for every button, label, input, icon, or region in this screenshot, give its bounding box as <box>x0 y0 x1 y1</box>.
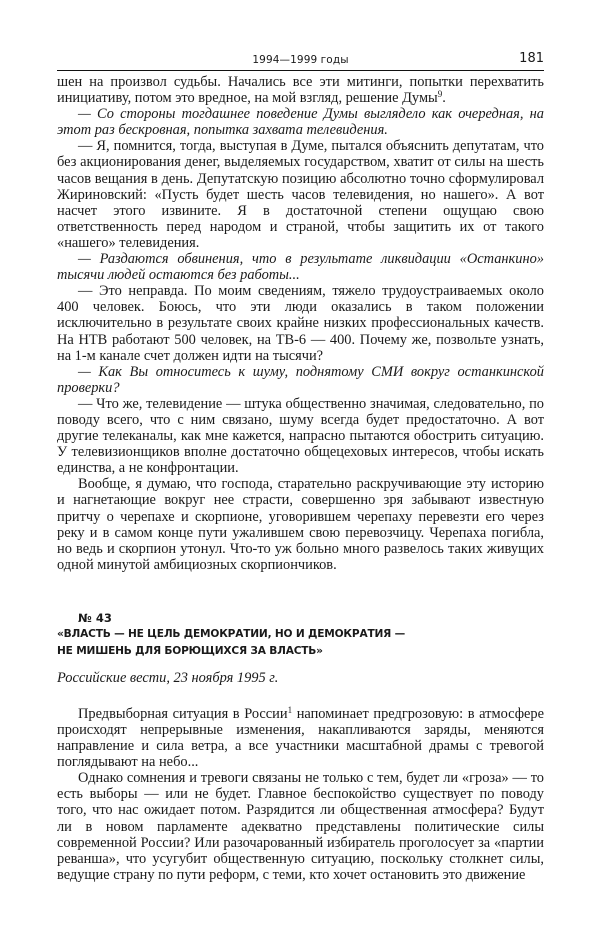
book-page <box>57 50 544 883</box>
interviewer-question: — Как Вы относитесь к шуму, поднятому СМИ вокруг останкинской проверки? <box>57 363 544 396</box>
paragraph-continued <box>57 74 544 106</box>
header-rule <box>57 70 544 71</box>
page-number: 181 <box>519 51 544 66</box>
document-title-line-2: НЕ МИШЕНЬ ДЛЯ БОРЮЩИХСЯ ЗА ВЛАСТЬ» <box>57 644 323 657</box>
document-number: № 43 <box>78 610 112 625</box>
interview-section <box>57 74 544 573</box>
article-paragraph: Однако сомнения и тревоги связаны не только с тем, будет ли «гроза» — то есть выборы — или не будет. Главное беспокойство существует по поводу того, что нас ожидает потом. Разрядится ли общественная атмосфера? Будут ли в новом парламенте адекватно представлены политические силы современной России? Или разочарованный избиратель проголосует за «партии реванша», что усугубит общественную ситуацию, поскольку столкнет силы, ведущие страну по пути реформ, с теми, кто хочет остановить это движение <box>57 770 544 883</box>
running-head <box>57 50 544 70</box>
article-paragraph <box>57 706 544 770</box>
paragraph-text: шен на произвол судьбы. Начались все эти митинги, попытки перехватить инициативу, потом это вредное, на мой взгляд, решение Думы <box>57 74 544 107</box>
document-heading <box>57 611 544 686</box>
interviewer-question: — Со стороны тогдашнее поведение Думы выглядело как очередная, на этот раз бескровная, попытка захвата телевидения. <box>57 106 544 139</box>
interviewer-question: — Раздаются обвинения, что в результате ликвидации «Останкино» тысячи людей остаются без работы... <box>57 251 544 284</box>
paragraph-tail: . <box>442 90 446 107</box>
document-title-line-1: «ВЛАСТЬ — НЕ ЦЕЛЬ ДЕМОКРАТИИ, НО И ДЕМОКРАТИЯ — <box>57 627 405 640</box>
footnote-marker: 1 <box>287 704 293 715</box>
paragraph-text: Предвыборная ситуация в России <box>78 705 288 722</box>
answer-paragraph: — Что же, телевидение — штука общественно значимая, следовательно, по поводу всего, что с ним связано, шуму всегда будет предостаточно. А вот другие телеканалы, как мне кажется, напрасно пытаются обострить ситуацию. У телевизионщиков вполне достаточно общецеховых интересов, чтобы искать единства, а не конфронтации. <box>57 395 544 477</box>
footnote-marker: 9 <box>437 89 443 100</box>
answer-paragraph: Вообще, я думаю, что господа, старательно раскручивающие эту историю и нагнетающие вокруг нее страсти, совершенно зря забывают известную притчу о черепахе и скорпионе, уговорившем черепаху перевезти его через реку и в самом конце пути ужалившем свою перевозчицу. Черепаха погибла, но ведь и скорпион утонул. Что-то уж больно много развелось таких живущих одной минутой амбициозных скорпиончиков. <box>57 476 544 573</box>
answer-paragraph: — Это неправда. По моим сведениям, тяжело трудоустраиваемых около 400 человек. Боюсь, что эти люди оказались в таком положении исключительно в результате своих крайне низких профессиональных качеств. На НТВ работают 500 человек, на ТВ-6 — 400. Почему же, позвольте узнать, на 1-м канале счет должен идти на тысячи? <box>57 283 544 364</box>
running-head-title: 1994—1999 годы <box>252 54 349 66</box>
paragraph-tail: напоминает предгрозовую: в атмосфере происходят непрерывные изменения, накапливаются заряды, меняются направление и сила ветра, а все участники масштабной драмы с тревогой поглядывают на небо... <box>57 705 544 771</box>
answer-paragraph: — Я, помнится, тогда, выступая в Думе, пытался объяснить депутатам, что без акционирования денег, выделяемых государством, хватит от силы на шесть часов вещания в день. Депутатскую позицию абсолютно точно сформулировал Жириновский: «Пусть будет шесть часов телевидения, но нашего». А вот насчет этого извините. Я в достаточной степени ощущаю свою ответственность перед народом и страной, чтобы защитить их от такого «нашего» телевидения. <box>57 138 544 251</box>
document-source: Российские вести, 23 ноября 1995 г. <box>57 669 279 686</box>
article-section <box>57 706 544 883</box>
